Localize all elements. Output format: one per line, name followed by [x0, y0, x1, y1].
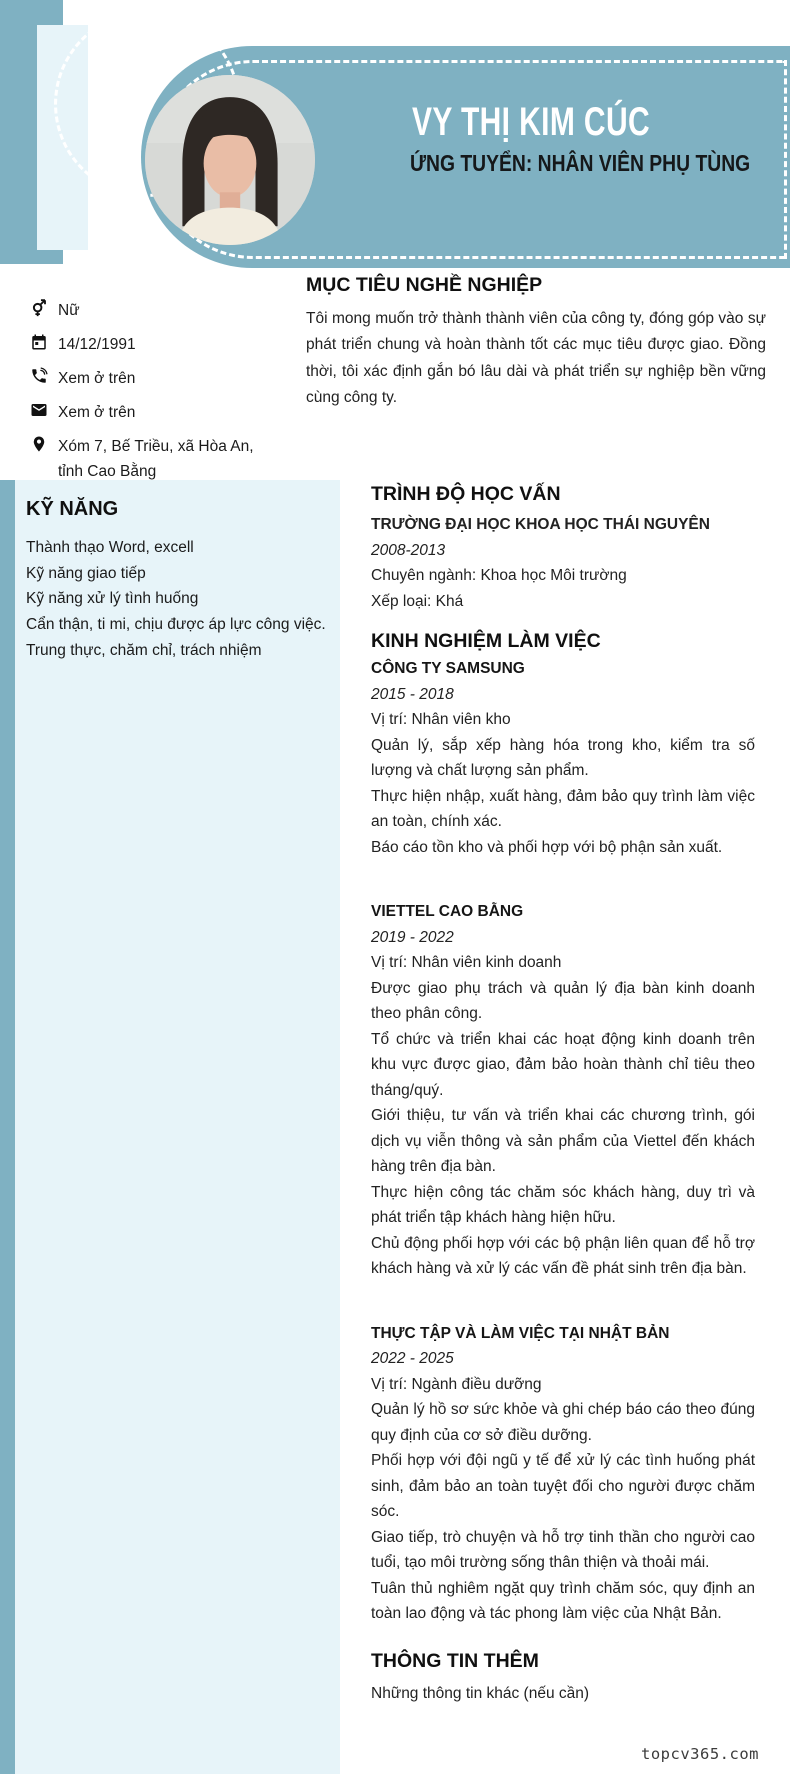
- address-value: Xóm 7, Bế Triều, xã Hòa An, tỉnh Cao Bằng: [58, 438, 254, 480]
- job-duty: Được giao phụ trách và quản lý địa bàn kinh doanh theo phân công.: [371, 979, 755, 1022]
- experience-section: [371, 628, 755, 1627]
- education-period: 2008-2013: [371, 541, 446, 559]
- sidebar-teal-strip: [0, 480, 15, 1774]
- job-position: Vị trí: Ngành điều dưỡng: [371, 1375, 542, 1393]
- skill-item: Thành thạo Word, excell: [26, 539, 194, 556]
- experience-title: KINH NGHIỆM LÀM VIỆC: [371, 630, 601, 652]
- job-duty: Quản lý, sắp xếp hàng hóa trong kho, kiểm tra số lượng và chất lượng sản phẩm.: [371, 736, 755, 779]
- education-major: Chuyên ngành: Khoa học Môi trường: [371, 567, 627, 584]
- job-period: 2019 - 2022: [371, 928, 454, 946]
- avatar: [145, 75, 315, 245]
- job-duty: Báo cáo tồn kho và phối hợp với bộ phận sản xuất.: [371, 838, 723, 856]
- job-duty: Chủ động phối hợp với các bộ phận liên quan để hỗ trợ khách hàng và xử lý các vấn đề phát sinh trên địa bàn.: [371, 1234, 755, 1277]
- job-duty: Phối hợp với đội ngũ y tế để xử lý các tình huống phát sinh, đảm bảo an toàn tuyệt đối cho người được chăm sóc.: [371, 1452, 755, 1520]
- education-grade: Xếp loại: Khá: [371, 592, 464, 610]
- skills-list: [26, 535, 326, 664]
- skill-item: Cẩn thận, ti mi, chịu được áp lực công việc.: [26, 616, 326, 634]
- job-company: VIETTEL CAO BẰNG: [371, 903, 524, 920]
- skills-title: KỸ NĂNG: [26, 498, 119, 520]
- objective-text: Tôi mong muốn trở thành thành viên của công ty, đóng góp vào sự phát triển chung và hoàn thành tốt các mục tiêu được giao. Đồng thời, tôi xác định gắn bó lâu dài và phát triển sự nghiệp bền vững cùng công ty.: [306, 310, 766, 406]
- skill-item: Trung thực, chăm chỉ, trách nhiệm: [26, 641, 262, 659]
- job-entry-japan: [371, 1321, 755, 1627]
- education-title: TRÌNH ĐỘ HỌC VẤN: [371, 483, 561, 505]
- job-duty: Giới thiệu, tư vấn và triển khai các chương trình, gói dịch vụ viễn thông và sản phẩm của Viettel đến khách hàng trên địa bàn.: [371, 1107, 755, 1175]
- job-entry-samsung: [371, 656, 755, 860]
- objective-section: [306, 272, 766, 411]
- skills-section: [15, 480, 340, 1774]
- contact-row-phone: [30, 366, 310, 391]
- job-duty: Tuân thủ nghiêm ngặt quy trình chăm sóc, quy định an toàn lao động và tác phong làm việc của Nhật Bản.: [371, 1579, 755, 1622]
- additional-info-text: Những thông tin khác (nếu cần): [371, 1685, 590, 1702]
- objective-title: MỤC TIÊU NGHỀ NGHIỆP: [306, 274, 543, 296]
- job-duty: Thực hiện công tác chăm sóc khách hàng, duy trì và phát triển tập khách hàng hiện hữu.: [371, 1183, 755, 1226]
- skill-item: Kỹ năng xử lý tình huống: [26, 590, 199, 608]
- phone-icon: [30, 367, 48, 385]
- job-duty: Tổ chức và triển khai các hoạt động kinh doanh trên khu vực được giao, đảm bảo hoàn thành chỉ tiêu theo tháng/quý.: [371, 1030, 755, 1099]
- phone-value: Xem ở trên: [58, 370, 136, 387]
- contact-row-gender: [30, 298, 310, 323]
- applied-position: ỨNG TUYỂN: NHÂN VIÊN PHỤ TÙNG: [410, 150, 751, 176]
- birthday-value: 14/12/1991: [58, 336, 136, 353]
- job-position: Vị trí: Nhân viên kinh doanh: [371, 954, 562, 971]
- gender-icon: [30, 299, 48, 317]
- contact-row-email: [30, 400, 310, 425]
- job-company: THỰC TẬP VÀ LÀM VIỆC TẠI NHẬT BẢN: [371, 1324, 670, 1342]
- watermark: topcv365.com: [641, 1745, 759, 1763]
- contact-row-address: [30, 434, 310, 484]
- additional-info-section: [371, 1648, 755, 1707]
- calendar-icon: [30, 333, 48, 351]
- job-duty: Quản lý hồ sơ sức khỏe và ghi chép báo cáo theo đúng quy định của cơ sở điều dưỡng.: [371, 1401, 755, 1444]
- job-company: CÔNG TY SAMSUNG: [371, 660, 525, 677]
- location-icon: [30, 435, 48, 453]
- email-value: Xem ở trên: [58, 404, 136, 421]
- portrait-photo-placeholder: [145, 75, 315, 245]
- additional-info-title: THÔNG TIN THÊM: [371, 1650, 539, 1672]
- job-entry-viettel: [371, 899, 755, 1282]
- job-duty: Giao tiếp, trò chuyện và hỗ trợ tinh thần cho người cao tuổi, tạo môi trường sống thân thiện và thoải mái.: [371, 1528, 755, 1571]
- mail-icon: [30, 401, 48, 419]
- skill-item: Kỹ năng giao tiếp: [26, 564, 146, 582]
- job-position: Vị trí: Nhân viên kho: [371, 711, 511, 728]
- contact-info: [30, 298, 310, 493]
- job-period: 2022 - 2025: [371, 1350, 454, 1367]
- gender-value: Nữ: [58, 302, 80, 319]
- education-section: [371, 481, 755, 614]
- job-duty: Thực hiện nhập, xuất hàng, đảm bảo quy trình làm việc an toàn, chính xác.: [371, 787, 755, 830]
- education-school: TRƯỜNG ĐẠI HỌC KHOA HỌC THÁI NGUYÊN: [371, 516, 710, 533]
- job-period: 2015 - 2018: [371, 685, 454, 703]
- candidate-name: VY THỊ KIM CÚC: [412, 100, 651, 144]
- contact-row-birthday: [30, 332, 310, 357]
